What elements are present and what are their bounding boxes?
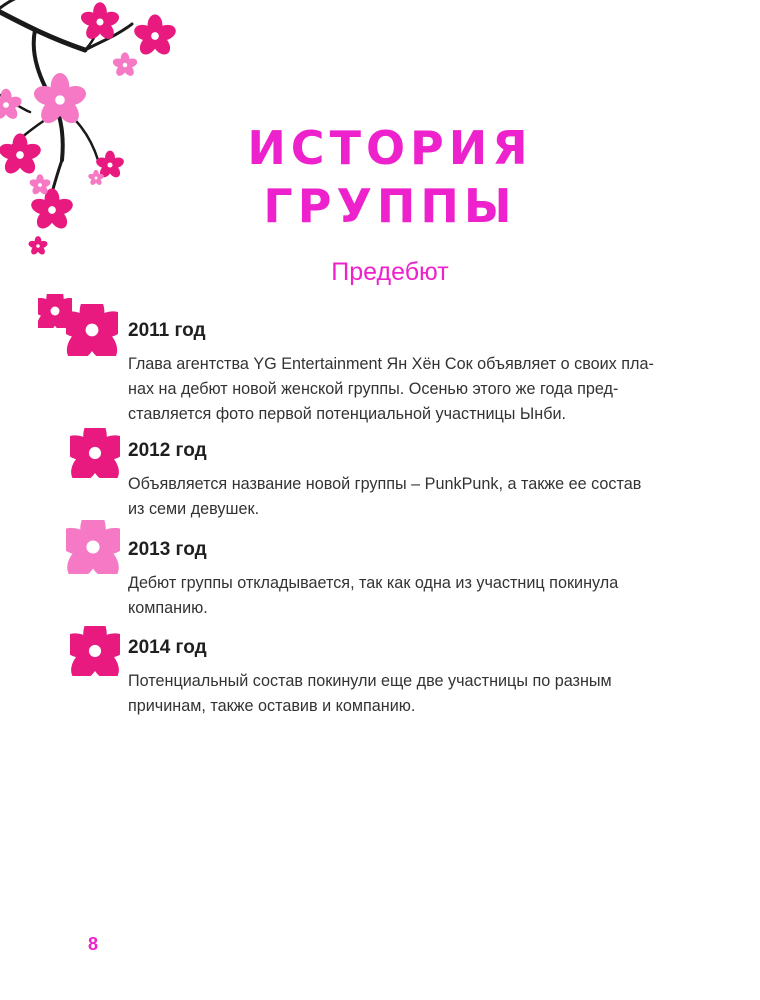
- entry-year: 2013 год: [128, 539, 207, 560]
- timeline-entry-2013: [128, 538, 673, 621]
- page-title-line-2: ГРУППЫ: [263, 179, 517, 233]
- entry-text: [128, 669, 673, 719]
- text-line: компанию.: [128, 599, 208, 617]
- entry-text: [128, 352, 673, 427]
- cherry-blossom-icon: [70, 626, 120, 676]
- page-title-line-1: ИСТОРИЯ: [247, 121, 533, 175]
- entry-year: 2014 год: [128, 637, 207, 658]
- entry-text: [128, 571, 673, 621]
- cherry-blossom-icon: [66, 304, 118, 356]
- timeline-entry-2014: [128, 636, 673, 719]
- entry-text: [128, 472, 673, 522]
- section-subtitle: Предебют: [331, 258, 449, 286]
- cherry-blossom-icon: [70, 428, 120, 478]
- entry-year: 2011 год: [128, 320, 206, 341]
- text-line: причинам, также оставив и компанию.: [128, 697, 416, 715]
- cherry-blossom-icon: [66, 520, 120, 574]
- timeline-entry-2011: [128, 319, 673, 427]
- text-line: ставляется фото первой потенциальной участницы Ынби.: [128, 405, 567, 423]
- text-line: Дебют группы откладывается, так как одна из участниц покинула: [128, 574, 619, 592]
- text-line: из семи девушек.: [128, 500, 260, 518]
- entry-year: 2012 год: [128, 440, 207, 461]
- cherry-blossom-branch-icon: [0, 0, 200, 260]
- text-line: нах на дебют новой женской группы. Осенью этого же года пред-: [128, 380, 619, 398]
- text-line: Объявляется название новой группы – PunkPunk, а также ее состав: [128, 475, 642, 493]
- text-line: Потенциальный состав покинули еще две участницы по разным: [128, 672, 612, 690]
- text-line: Глава агентства YG Entertainment Ян Хён Сок объявляет о своих пла-: [128, 355, 654, 373]
- page-number: 8: [88, 934, 99, 954]
- timeline-entry-2012: [128, 439, 673, 522]
